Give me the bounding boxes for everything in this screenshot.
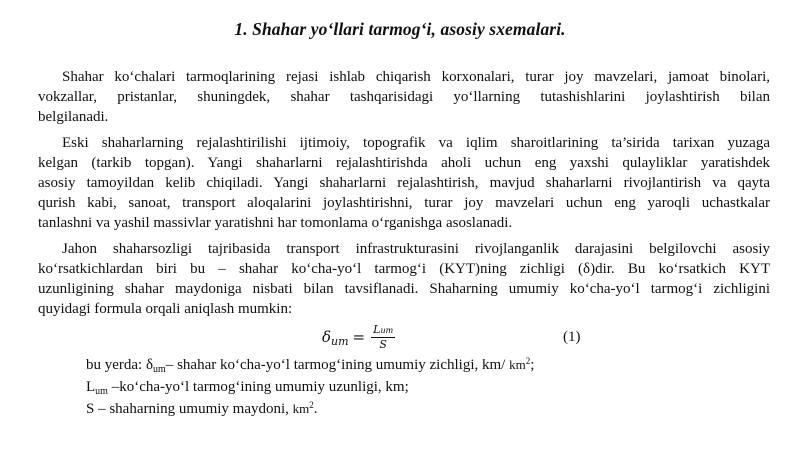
paragraph-3-line: quyidagi formula orqali aniqlash mumkin: <box>38 301 293 317</box>
paragraph-1-line: vokzallar, pristanlar, shuningdek, shahar tashqarisidagi yo‘llarning tutashishlarini joylashtirish bilan <box>38 89 770 105</box>
section-title: 1. Shahar yo‘llari tarmog‘i, asosiy sxemalari. <box>234 19 566 39</box>
paragraph-1-line: Shahar ko‘chalari tarmoqlarining rejasi ishlab chiqarish korxonalari, turar joy mavzelari, jamoat binolari, <box>62 69 770 85</box>
paragraph-1 <box>38 67 770 127</box>
formula-denominator: S <box>379 338 387 351</box>
definition-area: S – shaharning umumiy maydoni, $km^2$. <box>86 400 318 417</box>
formula-equals: = <box>352 328 366 346</box>
paragraph-3-line: Jahon shaharsozligi tajribasida transport infrastrukturasini rivojlanganlik darajasini belgilovchi asosiy <box>62 241 770 257</box>
paragraph-2-line: Eski shaharlarning rejalashtirilishi ijtimoiy, topografik va iqlim sharoitlarining ta’sirida tarixan yuzaga <box>62 135 770 151</box>
formula-lhs: δ <box>322 328 332 346</box>
formula-fraction <box>371 323 395 351</box>
paragraph-2-line: kelgan (tarkib topgan). Yangi shaharlarni rejalashtirishda aholi uchun eng yaxshi qulayliklar yaratishdek <box>38 155 770 171</box>
paragraph-2 <box>38 133 770 233</box>
definitions <box>86 355 534 420</box>
paragraph-2-line: qurish kabi, sanoat, transport aloqalarini joylashtirishni, turar joy mavzelari uchun eng yaroqli uchastkalar <box>38 195 770 211</box>
paragraph-1-line: belgilanadi. <box>38 109 109 125</box>
definition-density: bu yerda: $\delta_{um}-$ shahar ko‘cha-yo‘l tarmog‘ining umumiy zichligi, km/ $km^2$; <box>86 356 535 375</box>
definition-length: $L_{um}$ –ko‘cha-yo‘l tarmog‘ining umumiy uzunligi, km; <box>86 379 409 397</box>
density-formula <box>0 321 800 355</box>
paragraph-2-line: tanlashni va yashil massivlar yaratishni har tomonlama o‘rganishga asoslanadi. <box>38 215 513 231</box>
paragraph-3 <box>38 239 770 319</box>
formula-expression <box>322 323 395 351</box>
paragraph-2-line: asosiy tamoyildan kelib chiqiladi. Yangi shaharlarni rejalashtirish, mavjud shaharlarni rivojlantirish va qayta <box>38 175 770 191</box>
paragraph-3-line: ko‘rsatkichlardan biri bu – shahar ko‘cha-yo‘l tarmog‘i (KYT)ning zichligi (δ)dir. Bu ko‘rsatkich KYT <box>38 261 770 277</box>
paragraph-3-line: uzunligining shahar maydoniga nisbati bilan tavsiflanadi. Shaharning umumiy ko‘cha-yo‘l tarmog‘i zichligini <box>38 281 770 297</box>
formula-number: (1) <box>563 329 581 345</box>
formula-lhs-subscript: um <box>331 334 349 348</box>
formula-numerator: Lum <box>373 323 394 336</box>
